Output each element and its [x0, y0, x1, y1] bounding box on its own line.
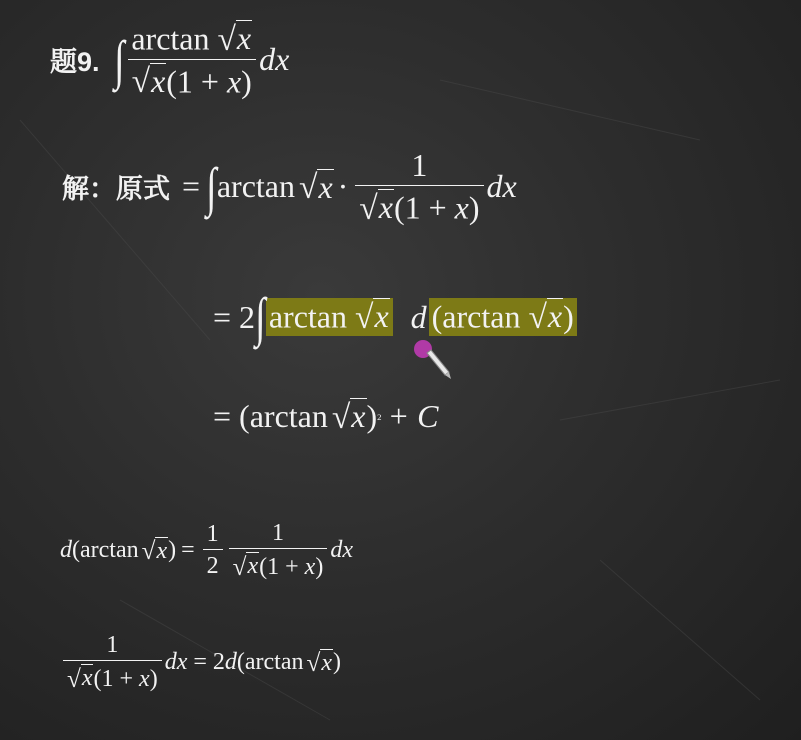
note2-fraction: 1 √ x (1 + x)	[63, 632, 162, 693]
solution-label: 解：原式	[62, 174, 170, 205]
step1-fraction: 1 √ x (1 + x)	[355, 148, 483, 226]
solution-step2: = 2 ∫ arctan √ x d (arctan √ x )	[213, 290, 577, 344]
highlight-d-arctan-sqrt-x: (arctan √ x )	[429, 298, 577, 336]
problem-label: 题9.	[50, 47, 100, 78]
highlight-arctan-sqrt-x: arctan √ x	[266, 298, 393, 336]
integral-sign: ∫	[255, 287, 266, 347]
note1-fraction: 1 √ x (1 + x)	[229, 520, 328, 581]
pen-cursor-icon	[411, 339, 457, 381]
problem-differential: dx	[259, 41, 290, 78]
note-derivative: d (arctan √ x ) = $\frac{1}{2}$ 1 √ x (1 + x) dx	[60, 520, 353, 581]
solution-step1: 解：原式 = ∫ arctan √ x · 1 √ x (1 + x) dx	[62, 147, 517, 227]
integral-sign: ∫	[113, 29, 125, 90]
problem-fraction: arctan √ x √ x (1 + x)	[127, 20, 256, 100]
half-fraction: $\frac{1}{2}$	[203, 521, 223, 580]
integral-sign: ∫	[206, 156, 217, 217]
solution-step3: = (arctan √ x ) 2 + C	[213, 398, 439, 436]
note-identity: 1 √ x (1 + x) dx = 2 d (arctan √ x )	[60, 632, 341, 693]
problem-line	[50, 20, 289, 100]
